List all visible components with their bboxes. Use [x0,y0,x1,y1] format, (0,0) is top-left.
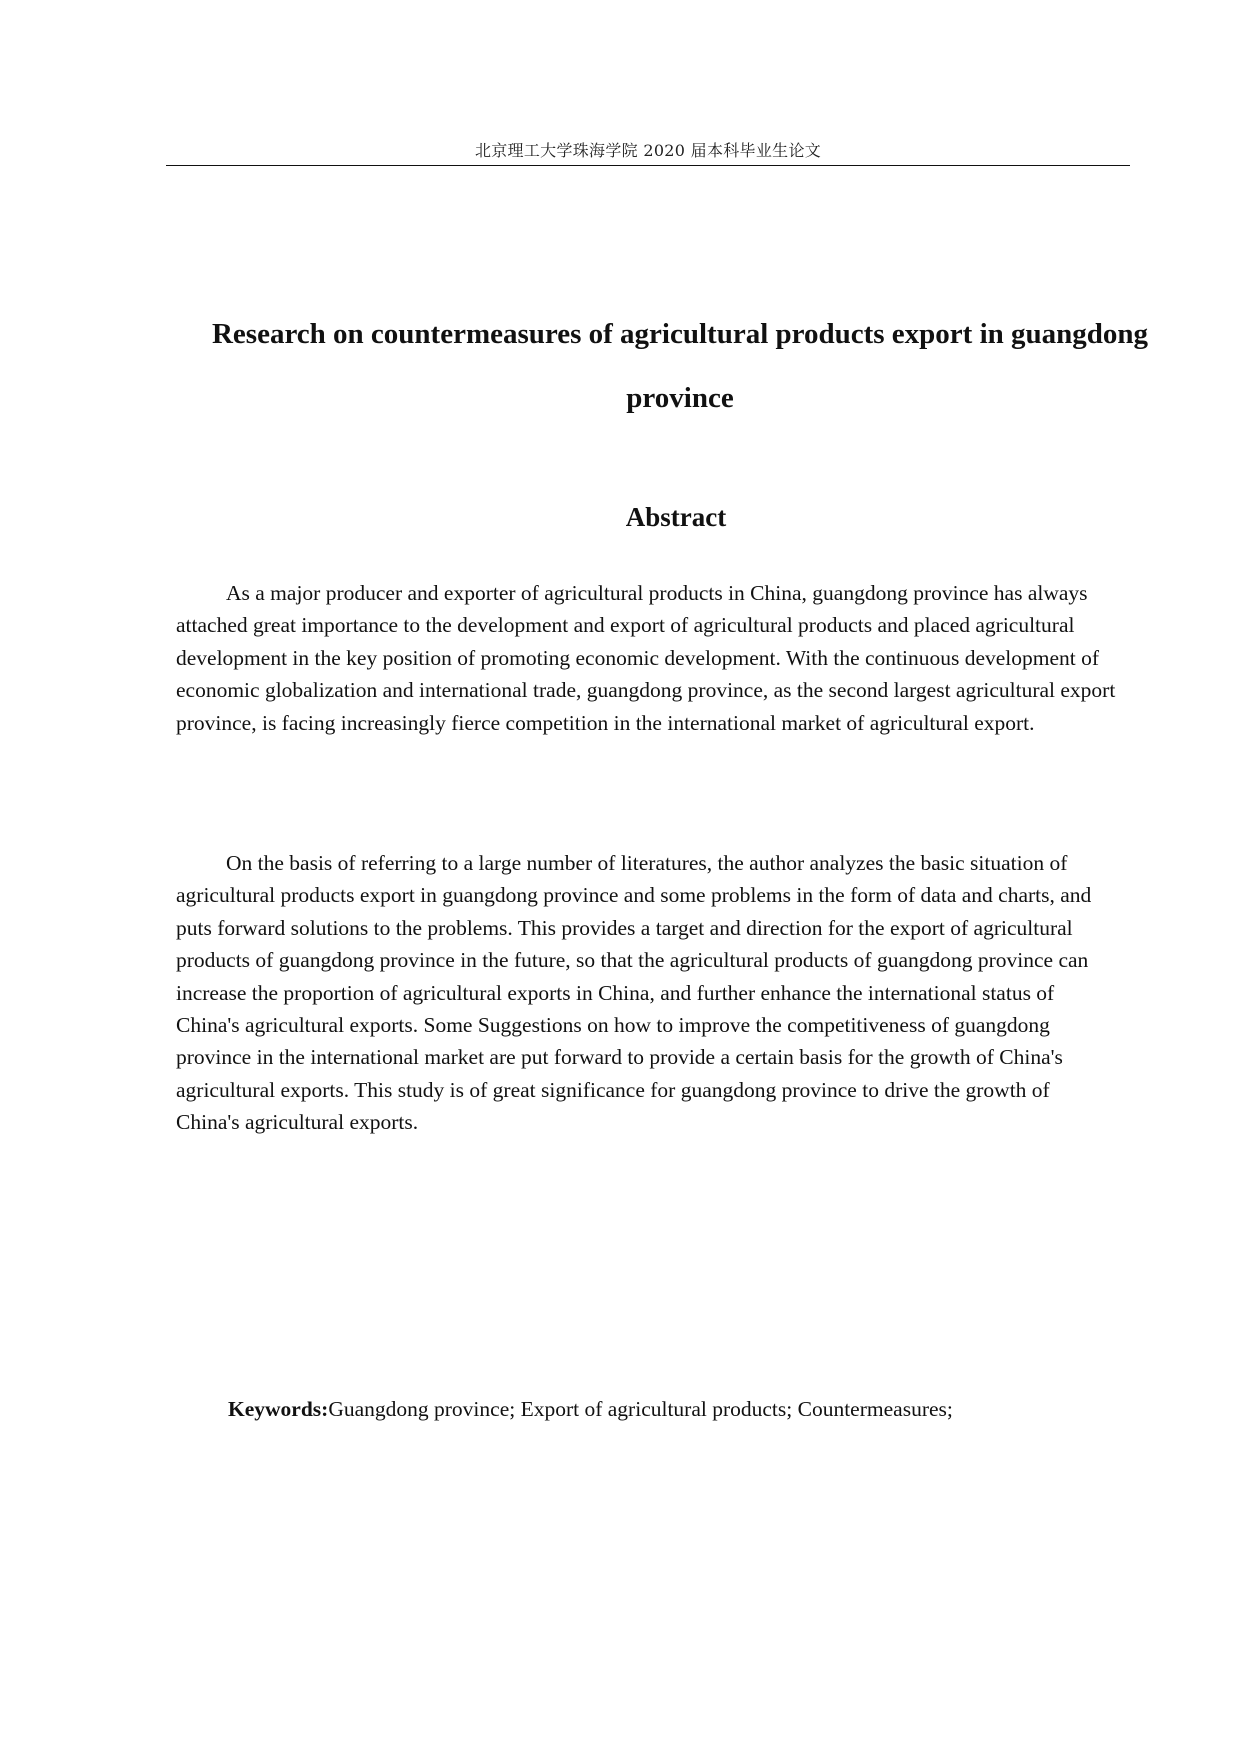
paper-title: Research on countermeasures of agricultural products export in guangdong province [211,318,1149,414]
keywords-line [228,1393,1128,1425]
keywords-text: Guangdong province; Export of agricultural products; Countermeasures; [328,1397,953,1421]
header-rule [166,165,1130,166]
running-header: 北京理工大学珠海学院 2020 届本科毕业生论文 [474,141,822,160]
keywords-label: Keywords: [228,1397,329,1421]
abstract-heading: Abstract [625,502,727,532]
abstract-paragraph-2: On the basis of referring to a large number of literatures, the author analyzes the basic situation of agricultural products export in guangdong province and some problems in the form of data and charts, and puts forward solutions to the problems. This provides a target and direction for the export of agricultural products of guangdong province in the future, so that the agricultural products of guangdong province can increase the proportion of agricultural exports in China, and further enhance the international status of China's agricultural exports. Some Suggestions on how to improve the competitiveness of guangdong province in the international market are put forward to provide a certain basis for the growth of China's agricultural exports. This study is of great significance for guangdong province to drive the growth of China's agricultural exports. [176,851,1092,1135]
abstract-paragraph-1: As a major producer and exporter of agricultural products in China, guangdong province has always attached great importance to the development and export of agricultural products and placed agricultural development in the key position of promoting economic development. With the continuous development of economic globalization and international trade, guangdong province, as the second largest agricultural export province, is facing increasingly fierce competition in the international market of agricultural export. [176,581,1116,735]
